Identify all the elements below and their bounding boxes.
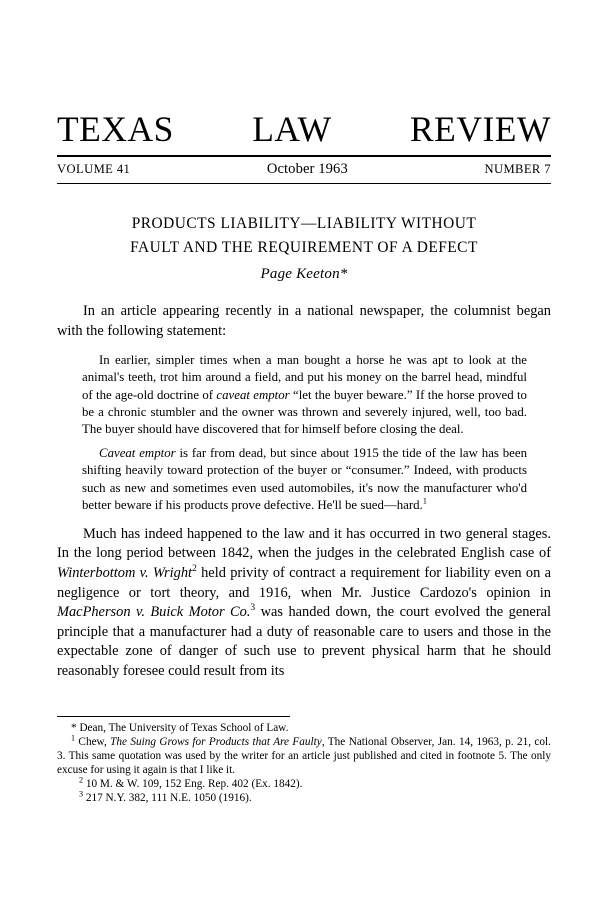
footnote-separator-rule: [57, 716, 290, 717]
issue-date: October 1963: [266, 161, 348, 177]
quote-p1-text-b: “let the buyer beware.” If the horse proved to be a chronic stumbler and the owner was thrown and severely injured, well, too bad. The buyer should have discovered that for himself before closing the deal.: [82, 387, 527, 436]
quote-paragraph-2: [82, 445, 527, 514]
footnote-3-text: 217 N.Y. 382, 111 N.E. 1050 (1916).: [83, 791, 252, 804]
footnote-ref-1[interactable]: 1: [422, 495, 427, 506]
quote-p2-text-a: is far from dead, but since about 1915 the tide of the law has been shifting heavily toward protection of the buyer or “consumer.” Indeed, with products such as new and sometimes even used automobiles, it's now the manufacturer who'd better beware if his products prove defective. He'll be sued—hard.: [82, 446, 527, 512]
article-title-line-2: FAULT AND THE REQUIREMENT OF A DEFECT: [130, 238, 478, 256]
issue-line: [57, 157, 551, 183]
case-citation-macpherson: MacPherson v. Buick Motor Co.: [57, 604, 251, 621]
journal-masthead: [57, 109, 551, 184]
footnote-star: [57, 722, 551, 736]
main-text-a: Much has indeed happened to the law and it has occurred in two general stages. In the long period between 1842, when the judges in the celebrated English case of: [57, 525, 551, 562]
footnote-3-marker: 3: [79, 788, 84, 798]
main-text-b: held privity of contract a requirement for liability even on a negligence or tort theory, and 1916, when Mr. Justice Cardozo's opinion in: [57, 565, 552, 601]
footnote-1-text-a: Chew,: [75, 735, 111, 748]
footnote-1-marker: 1: [71, 733, 76, 743]
intro-paragraph: In an article appearing recently in a national newspaper, the columnist began with the following statement:: [57, 303, 551, 339]
masthead-rule-bottom: [57, 183, 551, 184]
footnote-1-text-b: , The National Observer, Jan. 14, 1963, p. 21, col. 3. This same quotation was used by the writer for an article just published and cited in footnote 5. The only excuse for using it again is that I like it.: [57, 735, 551, 776]
quote-p1-text-a: In earlier, simpler times when a man bought a horse he was apt to look at the animal's teeth, trot him around a field, and put his money on the barrel head, mindful of the age-old doctrine of: [82, 353, 527, 402]
footnotes-section: [57, 716, 551, 805]
journal-title-word-1: TEXAS: [57, 109, 174, 149]
article-title-line-1: PRODUCTS LIABILITY—LIABILITY WITHOUT: [131, 215, 477, 232]
footnote-ref-2[interactable]: 2: [192, 564, 197, 575]
footnote-2-text: 10 M. & W. 109, 152 Eng. Rep. 402 (Ex. 1842).: [83, 777, 303, 790]
footnote-3: [57, 788, 551, 806]
block-quote: [57, 352, 551, 514]
quote-p2-latin-term: Caveat emptor: [99, 446, 176, 461]
journal-title: [57, 109, 551, 149]
journal-title-word-2: LAW: [252, 109, 332, 149]
article-title: [57, 212, 551, 259]
footnote-2: [57, 774, 551, 792]
number-label: NUMBER 7: [484, 162, 551, 176]
article-header: [57, 212, 551, 283]
case-citation-winterbottom: Winterbottom v. Wright: [57, 565, 193, 582]
volume-label: VOLUME 41: [57, 162, 131, 176]
article-body: [57, 302, 551, 681]
footnote-ref-3[interactable]: 3: [250, 603, 256, 614]
quote-p1-latin-term: caveat emptor: [216, 387, 290, 402]
journal-title-word-3: REVIEW: [409, 109, 551, 149]
footnote-2-marker: 2: [79, 774, 84, 784]
footnote-star-text: Dean, The University of Texas School of Law.: [76, 722, 289, 734]
article-author-byline: Page Keeton*: [260, 266, 348, 282]
main-paragraph: [57, 525, 551, 681]
footnote-1-article-title: The Suing Grows for Products that Are Faulty: [110, 735, 322, 748]
main-text-c: was handed down, the court evolved the general principle that a manufacturer had a duty of reasonable care to users and those in the expectable zone of danger of such use to prevent physical harm that he should reasonably foresee could result from its: [57, 604, 551, 679]
quote-paragraph-1: [82, 352, 527, 438]
footnote-1: [57, 733, 551, 778]
footnote-star-marker: *: [71, 722, 77, 734]
